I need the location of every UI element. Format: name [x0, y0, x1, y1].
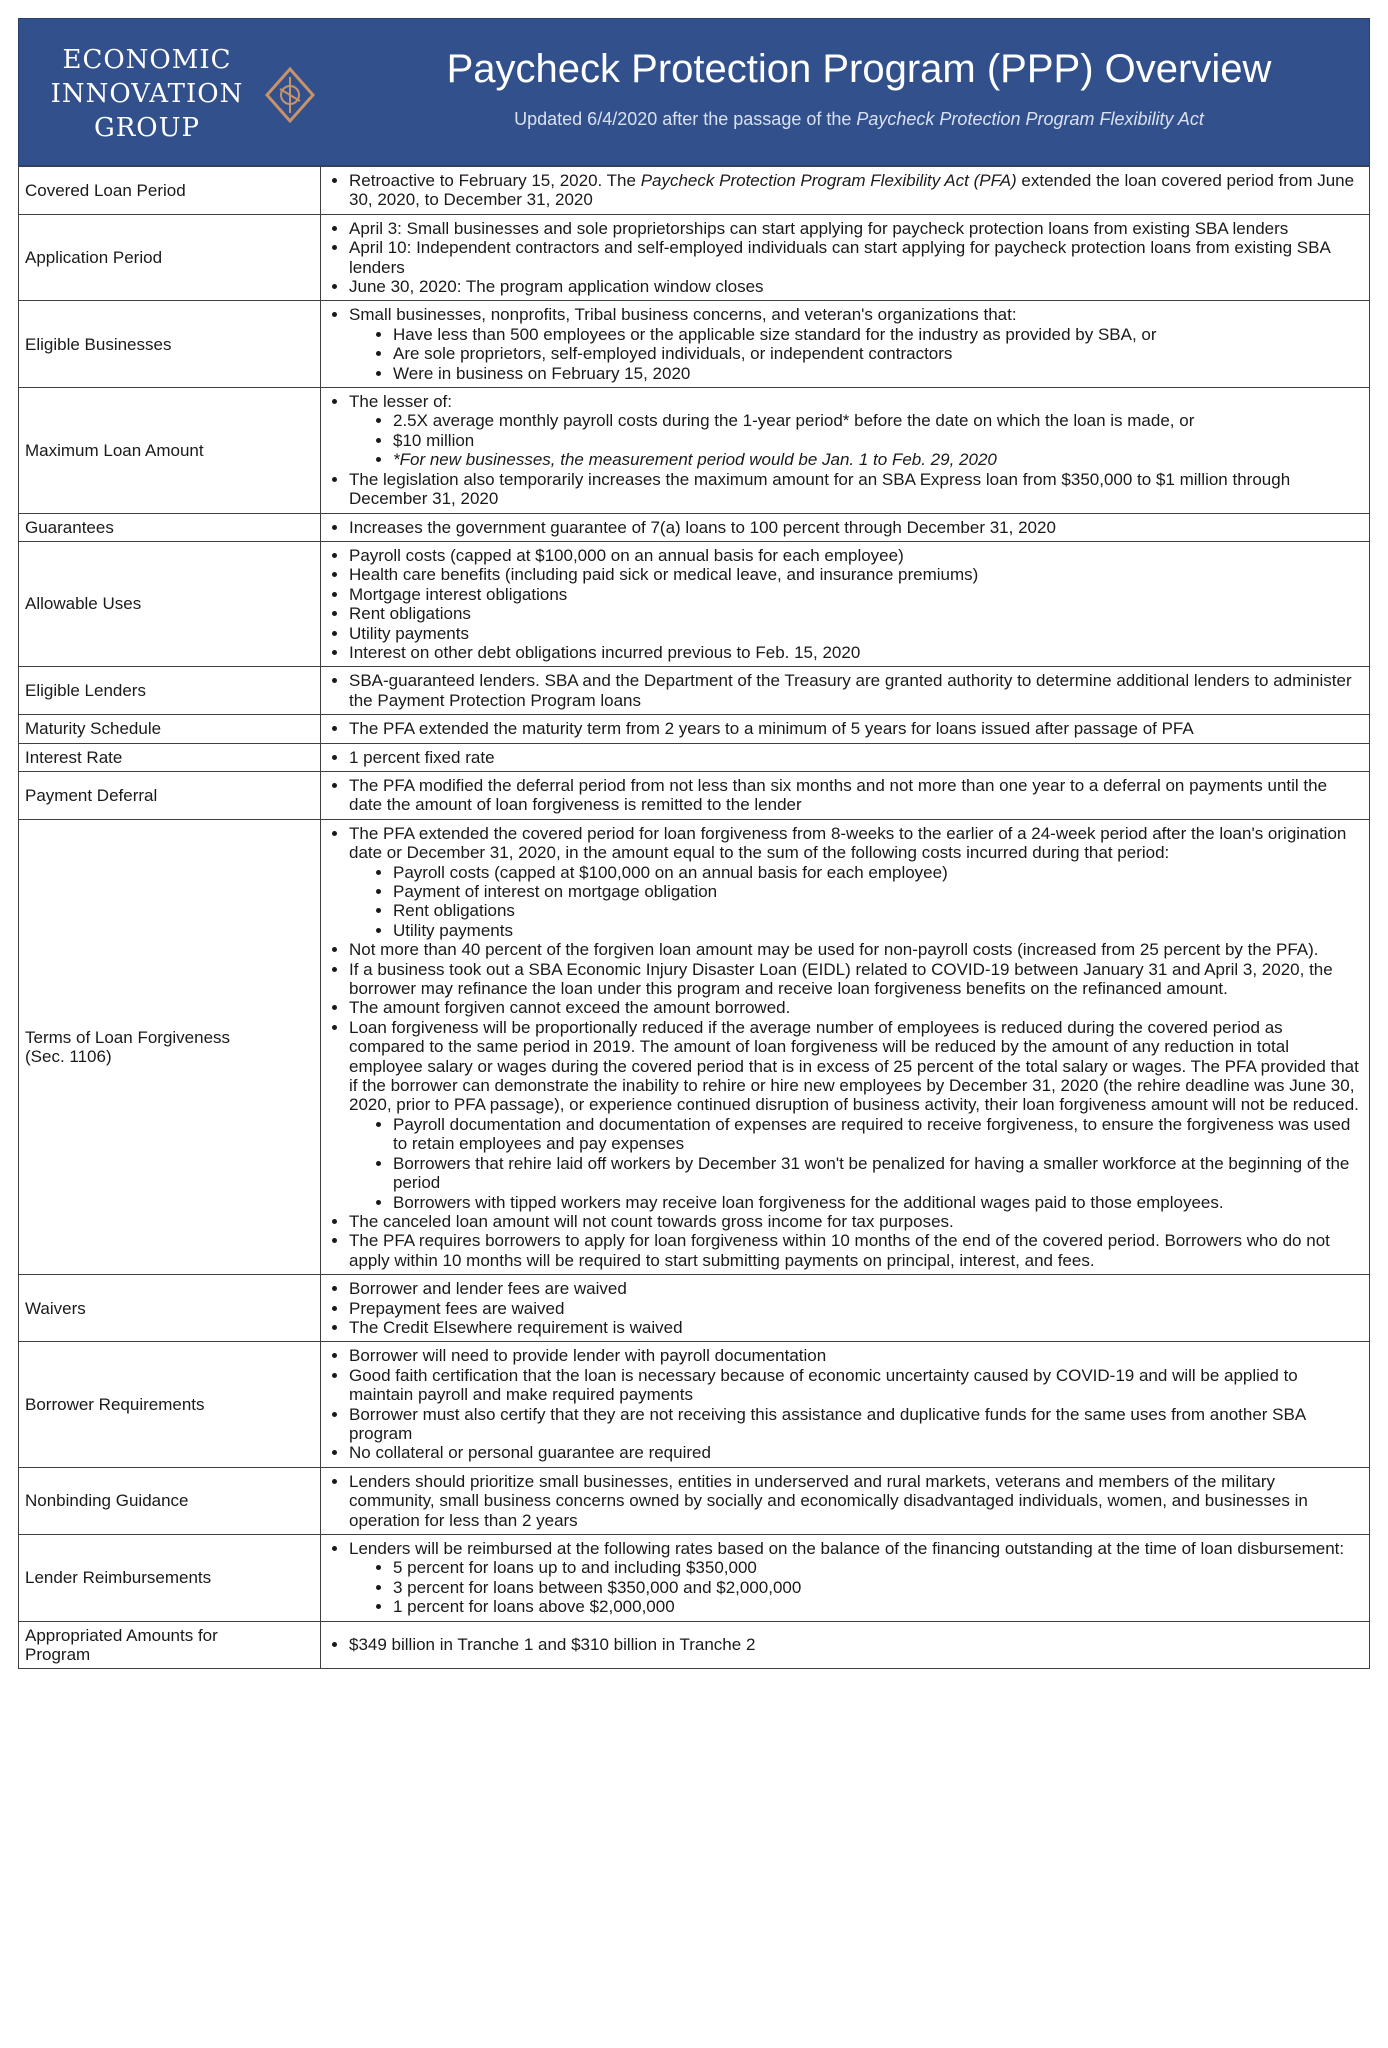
- list-item: • The PFA extended the maturity term from 2 years to a minimum of 5 years for loans issued after passage of PFA: [349, 719, 1361, 738]
- text-segment: Loan forgiveness will be proportionally reduced if the average number of employees is reduced during the covered period as compared to the same period in 2019. The amount of loan forgiveness will be reduced by the amount of any reduction in total employee salary or wages during the covered period that is in excess of 25 percent of the total salary or wages. The PFA provided that if the borrower can demonstrate the inability to rehire or hire new employees by December 31, 2020 (the rehire deadline was June 30, 2020, prior to PFA passage), or experience continued disruption of business activity, their loan forgiveness amount will not be reduced.: [349, 1017, 1359, 1115]
- sub-list-item: • Borrowers with tipped workers may receive loan forgiveness for the additional wages paid to those employees.: [393, 1193, 1361, 1212]
- row-label: Waivers: [19, 1275, 321, 1342]
- list-item: • The canceled loan amount will not count towards gross income for tax purposes.: [349, 1212, 1361, 1231]
- list-item: • Borrower must also certify that they are not receiving this assistance and duplicative funds for the same uses from another SBA program: [349, 1405, 1361, 1444]
- list-item: • Utility payments: [349, 624, 1361, 643]
- sub-list-item: • 1 percent for loans above $2,000,000: [393, 1597, 1361, 1616]
- list-item: [349, 171, 1361, 210]
- row-label: Borrower Requirements: [19, 1342, 321, 1467]
- list-item: [349, 392, 1361, 470]
- row-content: [321, 541, 1370, 666]
- sub-list-item: • Payment of interest on mortgage obligation: [393, 882, 1361, 901]
- row-label: Guarantees: [19, 513, 321, 541]
- list-item: • Increases the government guarantee of 7(a) loans to 100 percent through December 31, 2020: [349, 518, 1361, 537]
- table-row: [19, 1342, 1370, 1467]
- table-row: [19, 167, 1370, 215]
- logo-line-2: INNOVATION: [50, 79, 244, 109]
- document-page: [18, 18, 1370, 1669]
- row-content: [321, 1467, 1370, 1534]
- list-item: • Good faith certification that the loan is necessary because of economic uncertainty caused by COVID-19 and will be applied to maintain payroll and make required payments: [349, 1366, 1361, 1405]
- row-content: [321, 513, 1370, 541]
- row-label: Allowable Uses: [19, 541, 321, 666]
- row-label: Maturity Schedule: [19, 715, 321, 743]
- row-content: [321, 819, 1370, 1274]
- table-row: [19, 667, 1370, 715]
- sub-list-item: • Have less than 500 employees or the applicable size standard for the industry as provided by SBA, or: [393, 325, 1361, 344]
- row-content: [321, 301, 1370, 388]
- list-item: • Health care benefits (including paid sick or medical leave, and insurance premiums): [349, 565, 1361, 584]
- text-segment: Small businesses, nonprofits, Tribal business concerns, and veteran's organizations that:: [349, 305, 1017, 325]
- list-item: • SBA-guaranteed lenders. SBA and the Department of the Treasury are granted authority to determine additional lenders to administer the Payment Protection Program loans: [349, 671, 1361, 710]
- list-item: • April 10: Independent contractors and self-employed individuals can start applying for paycheck protection loans from existing SBA lenders: [349, 238, 1361, 277]
- list-item: • April 3: Small businesses and sole proprietorships can start applying for paycheck protection loans from existing SBA lenders: [349, 219, 1361, 238]
- logo-line-3: GROUP: [93, 113, 201, 143]
- row-content: [321, 1621, 1370, 1669]
- list-item: [349, 305, 1361, 383]
- list-item: • Borrower and lender fees are waived: [349, 1279, 1361, 1298]
- subtitle-prefix: Updated 6/4/2020 after the passage of the: [514, 109, 857, 129]
- label-line: Program: [25, 1645, 91, 1665]
- sub-list-item: • Payroll documentation and documentation of expenses are required to receive forgiveness, to ensure the forgiveness was used to retain employees and pay expenses: [393, 1115, 1361, 1154]
- sub-list-item: • Borrowers that rehire laid off workers by December 31 won't be penalized for having a smaller workforce at the beginning of the period: [393, 1154, 1361, 1193]
- subtitle-act-name: Paycheck Protection Program Flexibility Act: [856, 109, 1204, 129]
- row-label: Application Period: [19, 214, 321, 301]
- table-row: [19, 214, 1370, 301]
- list-item: • $349 billion in Tranche 1 and $310 billion in Tranche 2: [349, 1635, 1361, 1654]
- table-row: [19, 388, 1370, 513]
- list-item: • 1 percent fixed rate: [349, 748, 1361, 767]
- table-row: [19, 513, 1370, 541]
- label-line: Appropriated Amounts for: [25, 1625, 218, 1645]
- list-item: • No collateral or personal guarantee are required: [349, 1443, 1361, 1462]
- list-item: • Mortgage interest obligations: [349, 585, 1361, 604]
- row-content: [321, 715, 1370, 743]
- header-banner: [18, 18, 1370, 166]
- table-row: [19, 743, 1370, 771]
- table-row: [19, 1621, 1370, 1669]
- table-row: [19, 301, 1370, 388]
- list-item: • Borrower will need to provide lender with payroll documentation: [349, 1346, 1361, 1365]
- sub-list-item: • 3 percent for loans between $350,000 and $2,000,000: [393, 1578, 1361, 1597]
- text-segment: extended the loan covered period from June 30, 2020, to December 31, 2020: [349, 171, 1355, 210]
- list-item: • The Credit Elsewhere requirement is waived: [349, 1318, 1361, 1337]
- row-label: [19, 1621, 321, 1669]
- row-content: [321, 1275, 1370, 1342]
- row-content: [321, 771, 1370, 819]
- list-item: • If a business took out a SBA Economic Injury Disaster Loan (EIDL) related to COVID-19 between January 31 and April 3, 2020, the borrower may refinance the loan under this program and receive loan forgiveness benefits on the refinanced amount.: [349, 960, 1361, 999]
- label-line: (Sec. 1106): [25, 1046, 112, 1066]
- page-subtitle: [349, 109, 1369, 130]
- table-row: [19, 541, 1370, 666]
- row-label: Lender Reimbursements: [19, 1535, 321, 1622]
- list-item: • Prepayment fees are waived: [349, 1299, 1361, 1318]
- list-item: • The amount forgiven cannot exceed the amount borrowed.: [349, 998, 1361, 1017]
- diamond-logo-icon: [265, 67, 315, 123]
- row-label: Interest Rate: [19, 743, 321, 771]
- table-row: [19, 1275, 1370, 1342]
- row-label: [19, 819, 321, 1274]
- text-segment: The PFA extended the covered period for loan forgiveness from 8-weeks to the earlier of a 24-week period after the loan's origination date or December 31, 2020, in the amount equal to the sum of the following costs incurred during that period:: [349, 823, 1347, 863]
- sub-list-item: • 2.5X average monthly payroll costs during the 1-year period* before the date on which the loan is made, or: [393, 411, 1361, 430]
- ppp-overview-table: [18, 166, 1370, 1669]
- text-segment: Lenders will be reimbursed at the following rates based on the balance of the financing outstanding at the time of loan disbursement:: [349, 1539, 1345, 1558]
- table-row: [19, 1535, 1370, 1622]
- text-segment: Retroactive to February 15, 2020. The: [349, 171, 641, 190]
- table-row: [19, 771, 1370, 819]
- list-item: • The legislation also temporarily increases the maximum amount for an SBA Express loan from $350,000 to $1 million through December 31, 2020: [349, 470, 1361, 509]
- row-content: [321, 214, 1370, 301]
- list-item: [349, 824, 1361, 940]
- row-label: Maximum Loan Amount: [19, 388, 321, 513]
- row-label: Payment Deferral: [19, 771, 321, 819]
- sub-list-item: • Were in business on February 15, 2020: [393, 364, 1361, 383]
- list-item: • Rent obligations: [349, 604, 1361, 623]
- logo-line-1: ECONOMIC: [62, 45, 232, 75]
- list-item: • June 30, 2020: The program application window closes: [349, 277, 1361, 296]
- eig-logo: [31, 43, 291, 153]
- list-item: • Interest on other debt obligations incurred previous to Feb. 15, 2020: [349, 643, 1361, 662]
- list-item: • Not more than 40 percent of the forgiven loan amount may be used for non-payroll costs (increased from 25 percent by the PFA).: [349, 940, 1361, 959]
- sub-list-item: • *For new businesses, the measurement period would be Jan. 1 to Feb. 29, 2020: [393, 450, 1361, 469]
- list-item: • The PFA modified the deferral period from not less than six months and not more than one year to a deferral on payments until the date the amount of loan forgiveness is remitted to the lender: [349, 776, 1361, 815]
- italic-act-name: Paycheck Protection Program Flexibility Act (PFA): [640, 171, 1017, 190]
- sub-list-item: • Payroll costs (capped at $100,000 on an annual basis for each employee): [393, 863, 1361, 882]
- row-content: [321, 667, 1370, 715]
- sub-list-item: • Rent obligations: [393, 901, 1361, 920]
- list-item: [349, 1018, 1361, 1212]
- text-segment: The lesser of:: [349, 392, 452, 412]
- logo-text: [31, 43, 263, 145]
- row-label: Eligible Lenders: [19, 667, 321, 715]
- row-content: [321, 388, 1370, 513]
- row-content: [321, 1535, 1370, 1622]
- sub-list-item: • Utility payments: [393, 921, 1361, 940]
- list-item: • The PFA requires borrowers to apply for loan forgiveness within 10 months of the end of the covered period. Borrowers who do not apply within 10 months will be required to start submitting payments on principal, interest, and fees.: [349, 1231, 1361, 1270]
- list-item: [349, 1539, 1361, 1617]
- table-row: [19, 715, 1370, 743]
- table-row: [19, 1467, 1370, 1534]
- row-content: [321, 743, 1370, 771]
- label-line: Terms of Loan Forgiveness: [25, 1027, 231, 1047]
- sub-list-item: • 5 percent for loans up to and including $350,000: [393, 1558, 1361, 1577]
- row-label: Nonbinding Guidance: [19, 1467, 321, 1534]
- table-row: [19, 819, 1370, 1274]
- page-title: Paycheck Protection Program (PPP) Overview: [446, 47, 1272, 91]
- row-content: [321, 1342, 1370, 1467]
- sub-list-item: • $10 million: [393, 431, 1361, 450]
- list-item: • Lenders should prioritize small businesses, entities in underserved and rural markets, veterans and members of the military community, small business concerns owned by socially and economically disadvantaged individuals, women, and businesses in operation for less than 2 years: [349, 1472, 1361, 1530]
- list-item: • Payroll costs (capped at $100,000 on an annual basis for each employee): [349, 546, 1361, 565]
- row-content: [321, 167, 1370, 215]
- row-label: Covered Loan Period: [19, 167, 321, 215]
- sub-list-item: • Are sole proprietors, self-employed individuals, or independent contractors: [393, 344, 1361, 363]
- row-label: Eligible Businesses: [19, 301, 321, 388]
